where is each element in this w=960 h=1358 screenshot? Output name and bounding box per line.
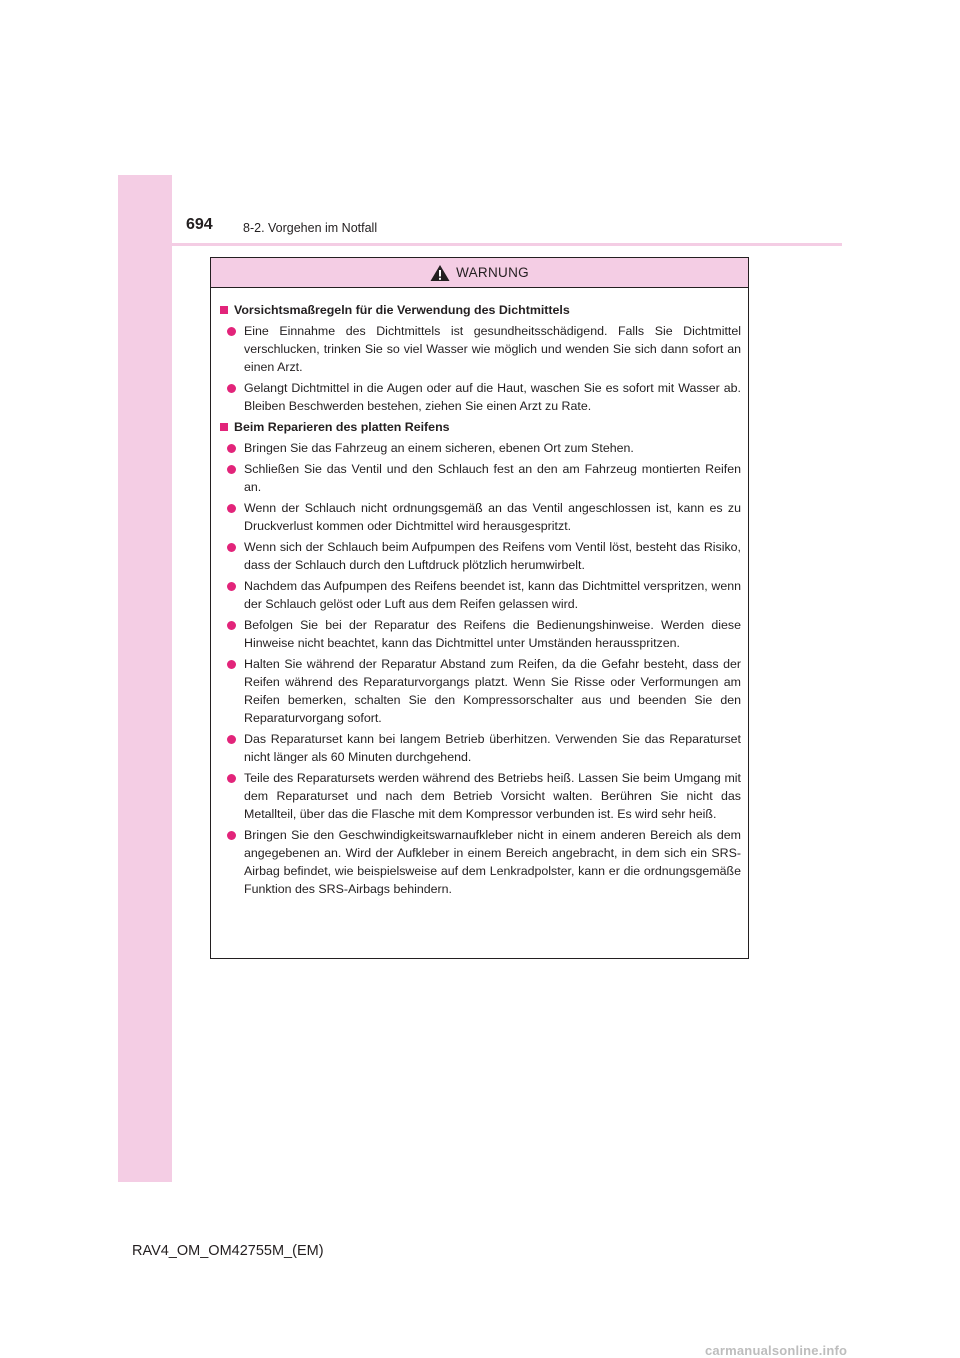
square-bullet-icon bbox=[220, 306, 228, 314]
warning-section bbox=[220, 418, 741, 898]
circle-bullet-icon bbox=[227, 660, 236, 669]
bullet-text: Wenn sich der Schlauch beim Aufpumpen des Reifens vom Ventil löst, besteht das Risiko, dass der Schlauch durch den Luftdruck plötzlich herumwirbelt. bbox=[244, 540, 741, 572]
bullet-text: Eine Einnahme des Dichtmittels ist gesundheitsschädigend. Falls Sie Dichtmittel verschlucken, trinken Sie so viel Wasser wie möglich und wenden Sie sich dann sofort an einen Arzt. bbox=[244, 324, 741, 374]
circle-bullet-icon bbox=[227, 444, 236, 453]
circle-bullet-icon bbox=[227, 831, 236, 840]
circle-bullet-icon bbox=[227, 735, 236, 744]
warning-label: WARNUNG bbox=[456, 265, 529, 280]
bullet-text: Nachdem das Aufpumpen des Reifens beendet ist, kann das Dichtmittel verspritzen, wenn der Schlauch gelöst oder Luft aus dem Reifen gelassen wird. bbox=[244, 579, 741, 611]
bullet-item bbox=[220, 730, 741, 766]
bullet-text: Teile des Reparatursets werden während des Betriebs heiß. Lassen Sie beim Umgang mit dem Reparaturset und nach dem Betrieb Vorsicht walten. Berühren Sie nicht das Metallteil, über das die Flasche mit dem Kompressor verbunden ist. Es wird sehr heiß. bbox=[244, 771, 741, 821]
bullet-item bbox=[220, 538, 741, 574]
circle-bullet-icon bbox=[227, 543, 236, 552]
bullet-item bbox=[220, 577, 741, 613]
circle-bullet-icon bbox=[227, 504, 236, 513]
bullet-text: Wenn der Schlauch nicht ordnungsgemäß an das Ventil angeschlossen ist, kann es zu Druckverlust kommen oder Dichtmittel wird herausgespritzt. bbox=[244, 501, 741, 533]
circle-bullet-icon bbox=[227, 774, 236, 783]
section-heading-text: Vorsichtsmaßregeln für die Verwendung des Dichtmittels bbox=[234, 303, 570, 317]
bullet-item bbox=[220, 379, 741, 415]
document-code: RAV4_OM_OM42755M_(EM) bbox=[132, 1243, 324, 1259]
warning-header bbox=[211, 258, 748, 288]
bullet-item bbox=[220, 655, 741, 727]
bullet-item bbox=[220, 616, 741, 652]
watermark: carmanualsonline.info bbox=[705, 1343, 848, 1358]
bullet-item bbox=[220, 499, 741, 535]
bullet-item bbox=[220, 322, 741, 376]
circle-bullet-icon bbox=[227, 621, 236, 630]
section-title: 8-2. Vorgehen im Notfall bbox=[243, 221, 378, 235]
warning-body bbox=[211, 288, 748, 898]
circle-bullet-icon bbox=[227, 327, 236, 336]
bullet-text: Halten Sie während der Reparatur Abstand zum Reifen, da die Gefahr besteht, dass der Reifen während des Reparaturvorgangs platzt. Wenn Sie Risse oder Verformungen am Reifen bemerken, schalten Sie den Kompressorschalter aus und beenden Sie den Reparaturvorgang sofort. bbox=[244, 657, 741, 725]
bullet-item bbox=[220, 826, 741, 898]
section-heading-text: Beim Reparieren des platten Reifens bbox=[234, 420, 450, 434]
bullet-text: Bringen Sie das Fahrzeug an einem sicheren, ebenen Ort zum Stehen. bbox=[244, 441, 634, 455]
circle-bullet-icon bbox=[227, 582, 236, 591]
section-heading bbox=[220, 418, 741, 436]
section-heading bbox=[220, 301, 741, 319]
square-bullet-icon bbox=[220, 423, 228, 431]
bullet-text: Bringen Sie den Geschwindigkeitswarnaufkleber nicht in einem anderen Bereich als dem angegebenen an. Wird der Aufkleber in einem Bereich angebracht, in dem sich ein SRS-Airbag befindet, wie beispielsweise auf dem Lenkradpolster, kann er die ordnungsgemäße Funktion des SRS-Airbags behindern. bbox=[244, 828, 741, 896]
bullet-item bbox=[220, 439, 741, 457]
warning-section bbox=[220, 301, 741, 415]
bullet-text: Gelangt Dichtmittel in die Augen oder auf die Haut, waschen Sie es sofort mit Wasser ab. Bleiben Beschwerden bestehen, ziehen Sie einen Arzt zu Rate. bbox=[244, 381, 741, 413]
circle-bullet-icon bbox=[227, 465, 236, 474]
bullet-item bbox=[220, 769, 741, 823]
circle-bullet-icon bbox=[227, 384, 236, 393]
bullet-item bbox=[220, 460, 741, 496]
bullet-text: Befolgen Sie bei der Reparatur des Reifens die Bedienungshinweise. Werden diese Hinweise nicht beachtet, kann das Dichtmittel unter Umständen herausspritzen. bbox=[244, 618, 741, 650]
page-number: 694 bbox=[186, 216, 213, 233]
header-rule bbox=[118, 243, 842, 246]
bullet-text: Schließen Sie das Ventil und den Schlauch fest an den am Fahrzeug montierten Reifen an. bbox=[244, 462, 741, 494]
warning-triangle-icon bbox=[430, 264, 450, 282]
warning-box bbox=[210, 257, 749, 959]
side-color-band bbox=[118, 175, 172, 1182]
bullet-text: Das Reparaturset kann bei langem Betrieb überhitzen. Verwenden Sie das Reparaturset nicht länger als 60 Minuten durchgehend. bbox=[244, 732, 741, 764]
